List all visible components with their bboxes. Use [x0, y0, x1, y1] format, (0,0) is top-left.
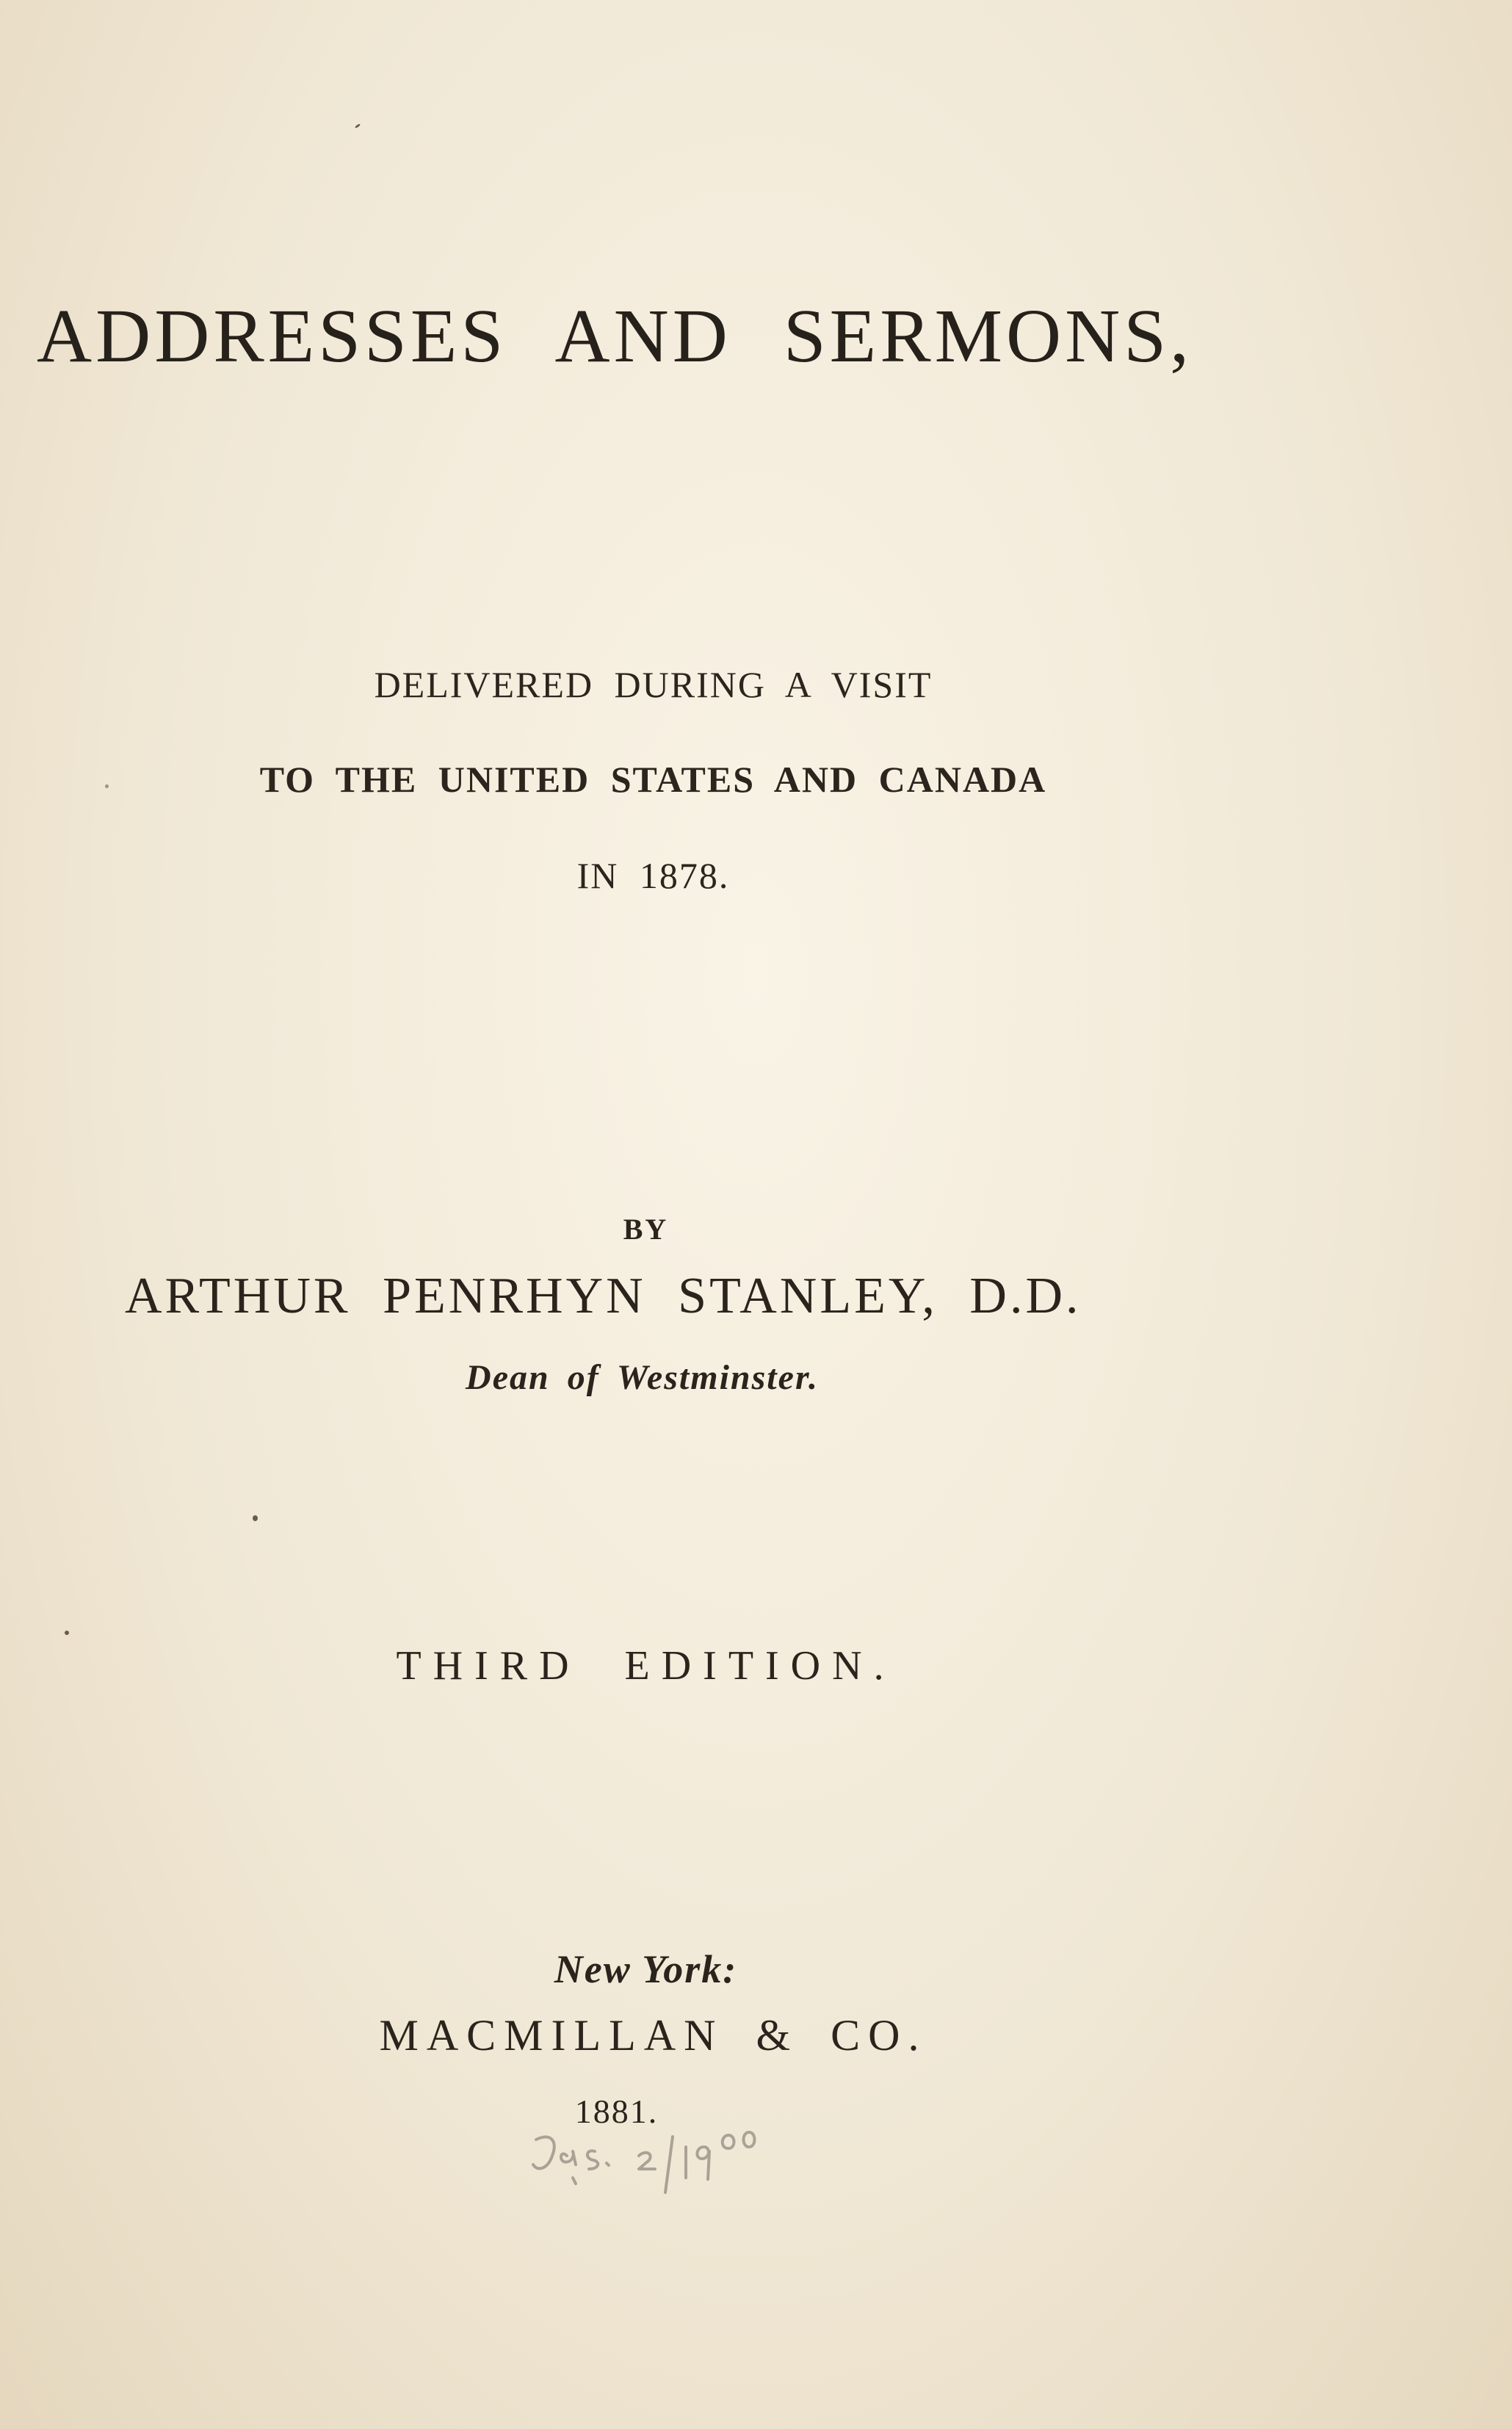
subtitle-line-1: DELIVERED DURING A VISIT	[374, 664, 933, 705]
publication-place: New York:	[554, 1947, 738, 1991]
paper-speck	[355, 123, 361, 129]
subtitle-line-3: IN 1878.	[576, 855, 730, 896]
publisher-name: MACMILLAN & CO.	[379, 2011, 927, 2060]
author-role: Dean of Westminster.	[466, 1358, 819, 1397]
pencil-annotation	[529, 2126, 867, 2222]
paper-speck	[105, 784, 109, 788]
publication-year: 1881.	[574, 2093, 659, 2130]
by-label: BY	[623, 1213, 669, 1246]
book-title: ADDRESSES AND SERMONS,	[37, 294, 1193, 378]
paper-speck	[65, 1631, 69, 1635]
author-name: ARTHUR PENRHYN STANLEY, D.D.	[125, 1268, 1082, 1324]
edition-label: THIRD EDITION.	[396, 1643, 896, 1689]
paper-speck	[253, 1515, 258, 1521]
subtitle-line-2: TO THE UNITED STATES AND CANADA	[259, 759, 1047, 800]
